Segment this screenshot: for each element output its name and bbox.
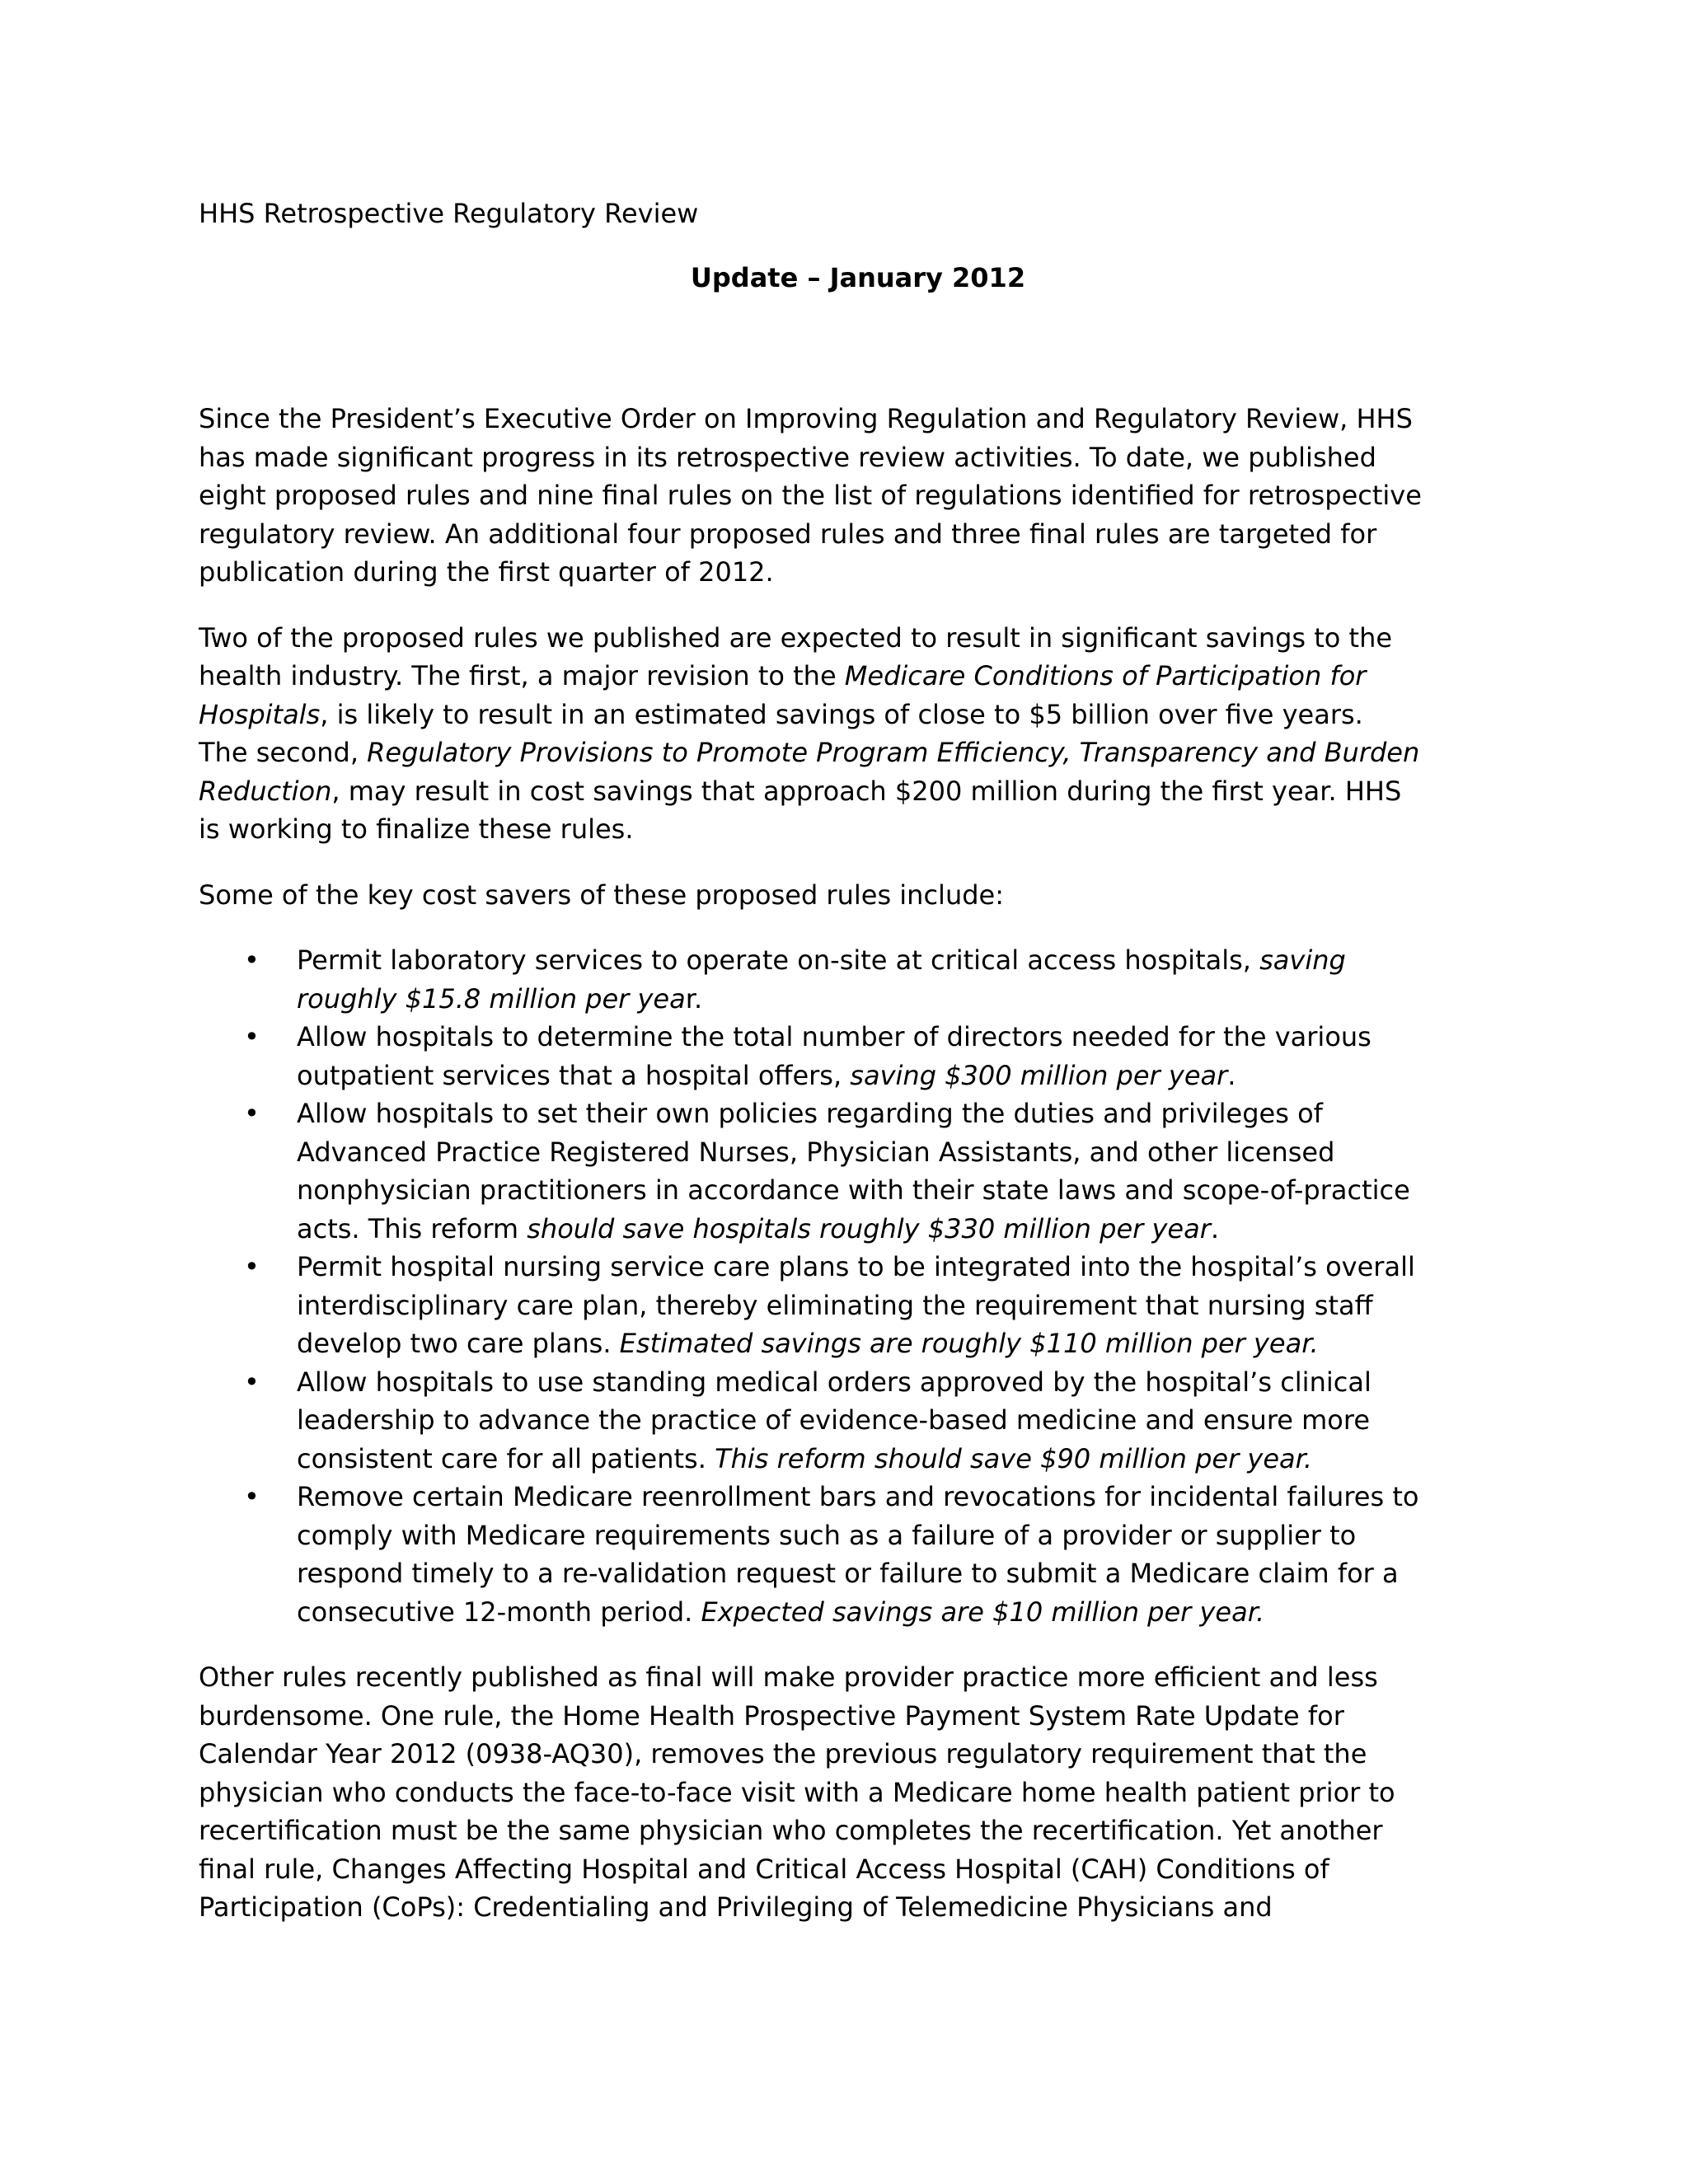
key-savers-intro: Some of the key cost savers of these proposed rules include: [199, 879, 1004, 911]
savings-paragraph [199, 619, 1517, 849]
text-line: Permit hospital nursing service care plans to be integrated into the hospital’s overall [297, 1251, 1415, 1282]
text-line: publication during the first quarter of 2012. [199, 556, 774, 588]
text-run: health industry. The first, a major revision to the [199, 660, 845, 691]
rule-title-italic: Hospitals [199, 698, 321, 730]
text-line: is working to finalize these rules. [199, 813, 634, 845]
savings-italic: Estimated savings are roughly $110 million per year. [619, 1328, 1319, 1359]
text-line: Advanced Practice Registered Nurses, Physician Assistants, and other licensed [297, 1136, 1335, 1168]
rule-title-italic: Regulatory Provisions to Promote Program Efficiency, Transparency and Burden [367, 737, 1420, 768]
text-line: leadership to advance the practice of evidence-based medicine and ensure more [297, 1404, 1371, 1436]
text-run: consistent care for all patients. [297, 1442, 715, 1474]
bullet-icon: • [244, 1251, 260, 1282]
list-item [199, 1248, 1517, 1363]
savings-italic: should save hospitals roughly $330 million per year [527, 1212, 1211, 1244]
document-page [199, 194, 1517, 1927]
text-run: . [1227, 1059, 1236, 1091]
text-run: consecutive 12-month period. [297, 1596, 701, 1628]
text-run: . [1210, 1212, 1220, 1244]
text-line: Allow hospitals to determine the total number of directors needed for the various [297, 1021, 1372, 1052]
list-item [199, 1018, 1517, 1094]
text-line: Since the President’s Executive Order on Improving Regulation and Regulatory Review, HHS [199, 403, 1413, 434]
bullet-icon: • [244, 944, 260, 976]
text-line: Other rules recently published as final will make provider practice more efficient and less [199, 1661, 1378, 1693]
text-line: nonphysician practitioners in accordance with their state laws and scope-of-practice [297, 1174, 1410, 1206]
text-line: recertification must be the same physician who completes the recertification. Yet another [199, 1815, 1383, 1846]
text-line: comply with Medicare requirements such as a failure of a provider or supplier to [297, 1519, 1357, 1551]
text-line: Participation (CoPs): Credentialing and Privileging of Telemedicine Physicians and [199, 1891, 1273, 1923]
text-line: Calendar Year 2012 (0938-AQ30), removes the previous regulatory requirement that the [199, 1738, 1367, 1769]
text-run: The second, [199, 737, 368, 768]
text-line: burdensome. One rule, the Home Health Prospective Payment System Rate Update for [199, 1699, 1344, 1732]
text-line: Allow hospitals to use standing medical orders approved by the hospital’s clinical [297, 1366, 1372, 1398]
text-run: outpatient services that a hospital offers, [297, 1059, 851, 1091]
savings-italic: roughly $15.8 million per yea [297, 982, 686, 1015]
text-line: has made significant progress in its retrospective review activities. To date, we published [199, 441, 1376, 473]
text-run: r. [685, 982, 703, 1015]
text-line: Two of the proposed rules we published are expected to result in significant savings to the [199, 621, 1393, 654]
bullet-icon: • [244, 1481, 260, 1512]
text-line: respond timely to a re-validation request or failure to submit a Medicare claim for a [297, 1558, 1399, 1589]
document-title: Update – January 2012 [690, 261, 1026, 293]
text-run: develop two care plans. [297, 1328, 620, 1359]
text-line: interdisciplinary care plan, thereby eliminating the requirement that nursing staff [297, 1289, 1373, 1321]
list-item [199, 941, 1517, 1018]
text-run: acts. This reform [297, 1212, 528, 1244]
savings-italic: This reform should save $90 million per year. [715, 1442, 1313, 1474]
text-run: , may result in cost savings that approach $200 million during the first year. HHS [331, 775, 1402, 807]
list-item [199, 1094, 1517, 1248]
text-line: final rule, Changes Affecting Hospital and Critical Access Hospital (CAH) Conditions of [199, 1853, 1329, 1885]
text-run: Permit laboratory services to operate on-site at critical access hospitals, [297, 944, 1260, 976]
text-line: eight proposed rules and nine final rules on the list of regulations identified for retrospective [199, 480, 1422, 511]
bullet-icon: • [244, 1366, 260, 1398]
cost-savers-list [199, 941, 1517, 1631]
intro-paragraph [199, 400, 1517, 592]
text-line: physician who conducts the face-to-face visit with a Medicare home health patient prior to [199, 1776, 1395, 1808]
savings-italic: saving $300 million per year [850, 1059, 1228, 1091]
document-header: HHS Retrospective Regulatory Review [199, 198, 699, 229]
savings-italic: saving [1259, 944, 1346, 976]
bullet-icon: • [244, 1098, 260, 1129]
rule-title-italic: Reduction [199, 775, 332, 807]
list-item [199, 1363, 1517, 1479]
rule-title-italic: Medicare Conditions of Participation for [844, 660, 1367, 691]
bullet-icon: • [244, 1021, 260, 1052]
text-line: Remove certain Medicare reenrollment bars and revocations for incidental failures to [297, 1481, 1419, 1512]
savings-italic: Expected savings are $10 million per year. [701, 1596, 1265, 1628]
text-line: regulatory review. An additional four proposed rules and three final rules are targeted for [199, 518, 1377, 550]
final-rules-paragraph [199, 1658, 1517, 1927]
list-item [199, 1478, 1517, 1631]
text-line: Allow hospitals to set their own policies regarding the duties and privileges of [297, 1098, 1323, 1129]
text-run: , is likely to result in an estimated savings of close to $5 billion over five years. [320, 698, 1363, 730]
